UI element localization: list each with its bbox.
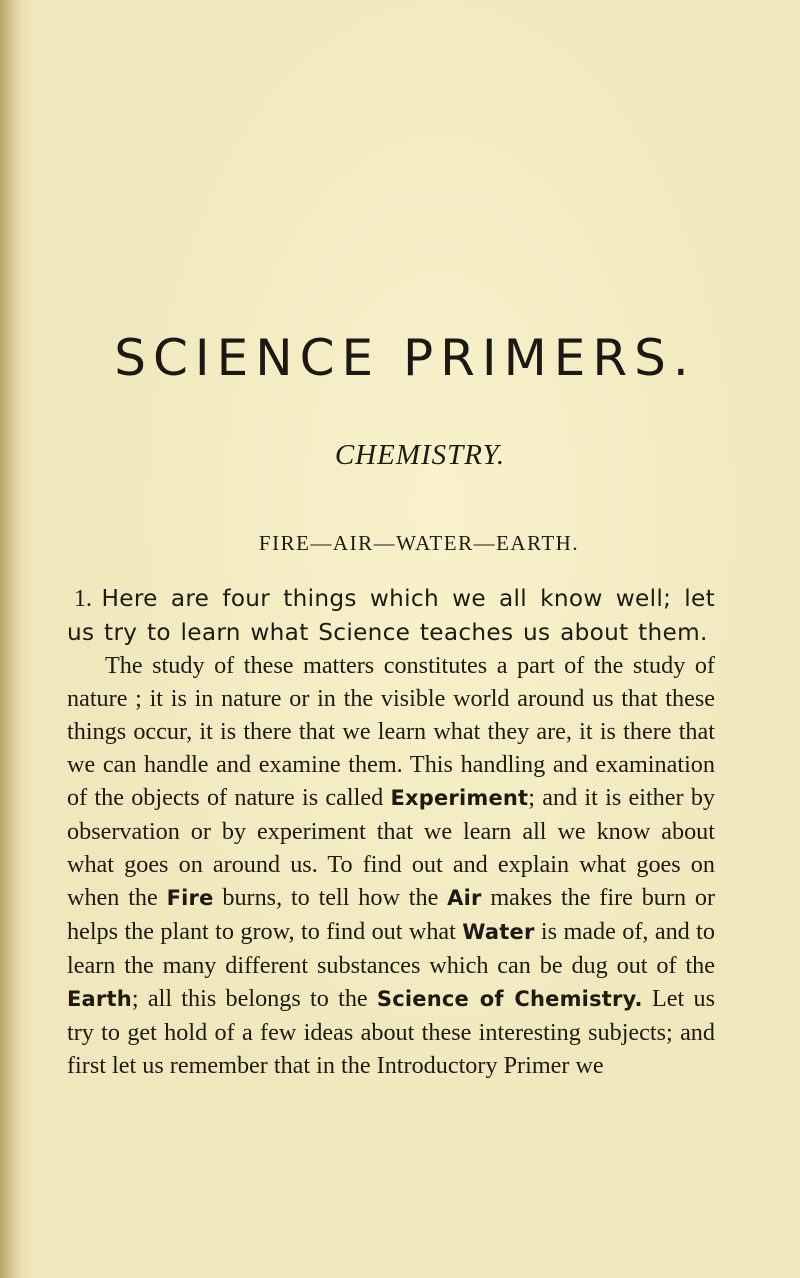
paragraph-2-text-f: ; all this belongs to the: [131, 985, 377, 1012]
paragraph-2-text-b: ; and it is either by observation or by experiment that we learn all we know about what goes on around us. To find out and explain what goes on when the: [67, 784, 716, 911]
section-heading: FIRE—AIR—WATER—EARTH.: [258, 531, 580, 555]
paragraph-number: 1.: [74, 586, 92, 612]
paragraph-2-text-d: makes the fire burn or helps the plant to grow, to find out what: [67, 884, 715, 945]
term-earth: Earth: [67, 987, 132, 1011]
body-text: [67, 582, 715, 1082]
term-air: Air: [447, 886, 482, 910]
paragraph-1: [67, 582, 715, 649]
paragraph-2-text-g: Let us try to get hold of a few ideas about these interesting subjects; and first let us remember that in the Introductory Primer we: [67, 985, 715, 1079]
paragraph-2-text-e: is made of, and to learn the many different substances which can be dug out of the: [67, 918, 715, 979]
term-fire: Fire: [166, 886, 214, 910]
paragraph-2-text-c: burns, to tell how the: [213, 884, 448, 911]
subject-title: CHEMISTRY.: [334, 439, 506, 471]
series-title: SCIENCE PRIMERS.: [114, 329, 696, 387]
page-edge-shading: [0, 0, 22, 1278]
term-science-of-chemistry: Science of Chemistry.: [376, 987, 643, 1011]
term-experiment: Experiment: [390, 786, 529, 810]
paragraph-2: [67, 649, 715, 1082]
paragraph-1-lead: Here are four things which we all know well; let us try to learn what Science teaches us about them.: [67, 585, 716, 646]
term-water: Water: [462, 920, 535, 944]
paragraph-2-text-a: The study of these matters constitutes a part of the study of nature ; it is in nature or in the visible world around us that these things occur, it is there that we learn what they are, it is there that we can handle and examine them. This handling and examination of the objects of nature is called: [67, 652, 715, 811]
